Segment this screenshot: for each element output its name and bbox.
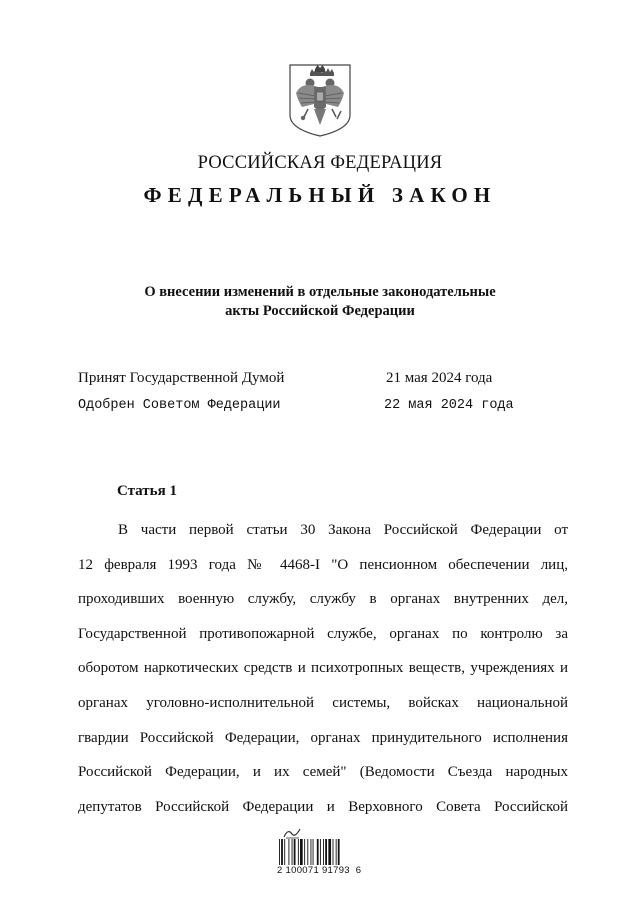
barcode-number: 2 100071 91793 6 <box>277 865 362 876</box>
article-body <box>78 513 568 824</box>
federation-council-approval-date: 22 мая 2024 года <box>384 398 514 413</box>
article-line: Российской Федерации, и их семей" (Ведомости Съезда народных <box>78 764 568 781</box>
law-title-line-1: О внесении изменений в отдельные законодательные <box>144 284 496 300</box>
article-line: В части первой статьи 30 Закона Российской Федерации от <box>118 522 568 538</box>
article-line: депутатов Российской Федерации и Верховного Совета Российской <box>78 798 568 815</box>
duma-adoption-date: 21 мая 2024 года <box>386 370 493 386</box>
country-name: РОССИЙСКАЯ ФЕДЕРАЦИЯ <box>197 153 443 173</box>
duma-adoption-label: Принят Государственной Думой <box>78 370 285 386</box>
article-line: 12 февраля 1993 года № 4468-I "О пенсионном обеспечении лиц, <box>78 556 568 573</box>
federation-council-approval-label: Одобрен Советом Федерации <box>78 398 281 413</box>
article-line: органах уголовно-исполнительной системы, войсках национальной <box>78 694 568 711</box>
document-type: ФЕДЕРАЛЬНЫЙ ЗАКОН <box>143 183 497 207</box>
article-line: гвардии Российской Федерации, органах принудительного исполнения <box>78 729 568 746</box>
barcode-icon <box>278 839 362 865</box>
law-title <box>0 283 640 321</box>
article-line: проходивших военную службу, службу в органах внутренних дел, <box>78 591 568 608</box>
article-line: Государственной противопожарной службе, органах по контролю за <box>78 625 568 642</box>
article-line: оборотом наркотических средств и психотропных веществ, учреждениях и <box>78 660 568 677</box>
law-title-line-2: акты Российской Федерации <box>225 303 415 319</box>
barcode-logo-icon <box>282 826 302 840</box>
article-heading: Статья 1 <box>117 483 177 499</box>
coat-of-arms-icon <box>288 63 352 138</box>
